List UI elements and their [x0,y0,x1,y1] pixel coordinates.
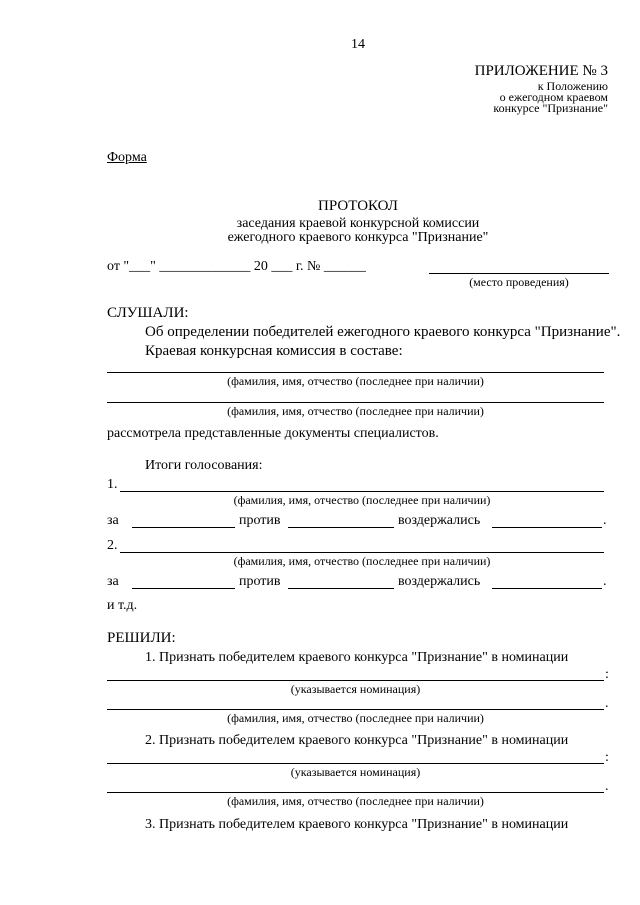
form-label: Форма [107,150,147,165]
commission-caption-2: (фамилия, имя, отчество (последнее при наличии) [227,404,484,418]
winner-line-2 [107,792,604,793]
winner-caption-2: (фамилия, имя, отчество (последнее при наличии) [227,794,484,808]
commission-line-1 [107,372,604,373]
voting-name-line-2 [120,552,604,553]
abstained-line-1 [492,527,602,528]
for-line-2 [132,588,235,589]
document-subtitle-1: заседания краевой конкурсной комиссии [236,216,480,231]
commission-caption-1: (фамилия, имя, отчество (последнее при наличии) [227,374,484,388]
voting-heading: Итоги голосования: [145,458,263,473]
against-label-1: против [239,513,281,528]
winner-caption-1: (фамилия, имя, отчество (последнее при наличии) [227,711,484,725]
page-number: 14 [351,37,365,52]
against-line-2 [288,588,394,589]
nomination-line-2 [107,763,604,764]
for-label-2: за [107,574,119,589]
reviewed-text: рассмотрела представленные документы специалистов. [107,426,439,441]
abstained-period-1: . [603,513,607,528]
against-label-2: против [239,574,281,589]
place-caption: (место проведения) [469,275,569,289]
heard-paragraph-1: Об определении победителей ежегодного краевого конкурса "Признание". [145,324,621,340]
place-line [429,273,609,274]
appendix-line-2: о ежегодном краевом [499,90,608,104]
decided-heading: РЕШИЛИ: [107,630,176,646]
document-subtitle-2: ежегодного краевого конкурса "Признание" [227,230,489,245]
commission-line-2 [107,402,604,403]
decision-item-3: 3. Признать победителем краевого конкурса "Признание" в номинации [145,817,569,832]
for-label-1: за [107,513,119,528]
heard-heading: СЛУШАЛИ: [107,305,189,321]
abstained-label-1: воздержались [398,513,481,528]
voting-number-2: 2. [107,538,118,553]
decision-item-2: 2. Признать победителем краевого конкурса "Признание" в номинации [145,733,569,748]
nomination-line-1 [107,680,604,681]
abstained-line-2 [492,588,602,589]
abstained-period-2: . [603,574,607,589]
for-line-1 [132,527,235,528]
voting-number-1: 1. [107,477,118,492]
nomination-caption-1: (указывается номинация) [290,682,421,696]
nomination-caption-2: (указывается номинация) [290,765,421,779]
voting-caption-1: (фамилия, имя, отчество (последнее при наличии) [233,493,491,507]
etc-text: и т.д. [107,598,138,613]
against-line-1 [288,527,394,528]
appendix-heading: ПРИЛОЖЕНИЕ № 3 [474,63,608,79]
winner-period-1: . [605,696,609,711]
voting-name-line-1 [120,491,604,492]
appendix-line-1: к Положению [537,79,608,93]
heard-paragraph-2: Краевая конкурсная комиссия в составе: [145,343,403,359]
abstained-label-2: воздержались [398,574,481,589]
decision-item-1: 1. Признать победителем краевого конкурса "Признание" в номинации [145,650,569,665]
nomination-colon-2: : [605,750,609,765]
appendix-line-3: конкурсе "Признание" [493,101,608,115]
date-number-line: от "___" _____________ 20 ___ г. № ______ [107,259,366,274]
nomination-colon-1: : [605,667,609,682]
winner-period-2: . [605,779,609,794]
document-title: ПРОТОКОЛ [318,198,398,214]
winner-line-1 [107,709,604,710]
voting-caption-2: (фамилия, имя, отчество (последнее при наличии) [233,554,491,568]
